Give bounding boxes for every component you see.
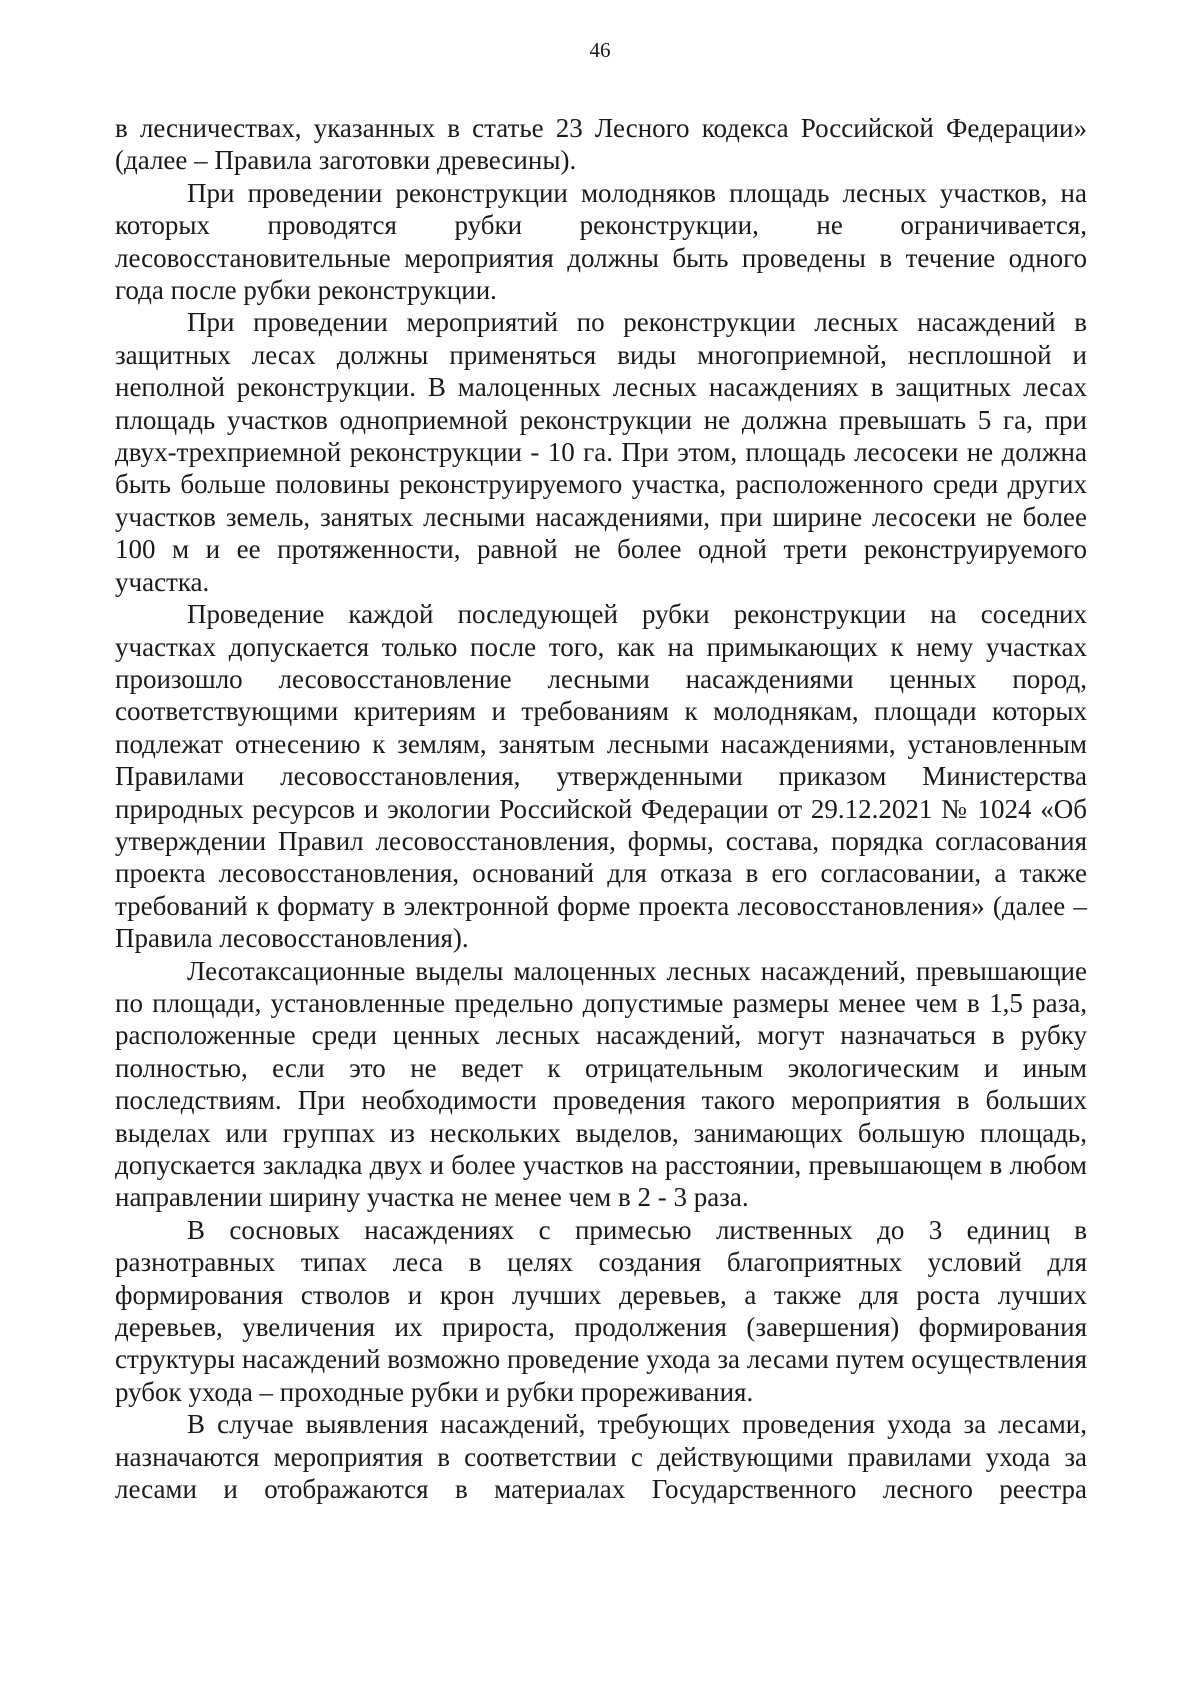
page-number: 46 [589, 38, 611, 62]
paragraph-protective-forests-reconstruction: При проведении мероприятий по реконструкции лесных насаждений в защитных лесах должны применяться виды многоприемной, несплошной и неполной реконструкции. В малоценных лесных насаждениях в защитных лесах площадь участков одноприемной реконструкции не должна превышать 5 га, при двух-трехприемной реконструкции - 10 га. При этом, площадь лесосеки не должна быть больше половины реконструируемого участка, расположенного среди других участков земель, занятых лесными насаждениями, при ширине лесосеки не более 100 м и ее протяженности, равной не более одной трети реконструируемого участка. [115, 307, 1087, 597]
paragraph-subsequent-felling: Проведение каждой последующей рубки реконструкции на соседних участках допускается только после того, как на примыкающих к нему участках произошло лесовосстановление лесными насаждениями ценных пород, соответствующими критериям и требованиям к молоднякам, площади которых подлежат отнесению к землям, занятым лесными насаждениями, установленным Правилами лесовосстановления, утвержденными приказом Министерства природных ресурсов и экологии Российской Федерации от 29.12.2021 № 1024 «Об утверждении Правил лесовосстановления, формы, состава, порядка согласования проекта лесовосстановления, оснований для отказа в его согласовании, а также требований к формату в электронной форме проекта лесовосстановления» (далее – Правила лесовосстановления). [115, 599, 1087, 954]
paragraph-continuation: в лесничествах, указанных в статье 23 Лесного кодекса Российской Федерации» (далее – Правила заготовки древесины). [115, 113, 1087, 176]
paragraph-pine-stands: В сосновых насаждениях с примесью лиственных до 3 единиц в разнотравных типах леса в целях создания благоприятных условий для формирования стволов и крон лучших деревьев, а также для роста лучших деревьев, увеличения их прироста, продолжения (завершения) формирования структуры насаждений возможно проведение ухода за лесами путем осуществления рубок ухода – проходные рубки и рубки прореживания. [115, 1214, 1087, 1407]
paragraph-low-value-stands: Лесотаксационные выделы малоценных лесных насаждений, превышающие по площади, установленные предельно допустимые размеры менее чем в 1,5 раза, расположенные среди ценных лесных насаждений, могут назначаться в рубку полностью, если это не ведет к отрицательным экологическим и иным последствиям. При необходимости проведения такого мероприятия в больших выделах или группах из нескольких выделов, занимающих большую площадь, допускается закладка двух и более участков на расстоянии, превышающем в любом направлении ширину участка не менее чем в 2 - 3 раза. [115, 955, 1087, 1213]
paragraph-young-stands-reconstruction: При проведении реконструкции молодняков площадь лесных участков, на которых проводятся рубки реконструкции, не ограничивается, лесовосстановительные мероприятия должны быть проведены в течение одного года после рубки реконструкции. [115, 177, 1087, 306]
paragraph-forest-care: В случае выявления насаждений, требующих проведения ухода за лесами, назначаются мероприятия в соответствии с действующими правилами ухода за лесами и отображаются в материалах Государственного лесного реестра [115, 1409, 1087, 1505]
document-body [115, 112, 1087, 1505]
